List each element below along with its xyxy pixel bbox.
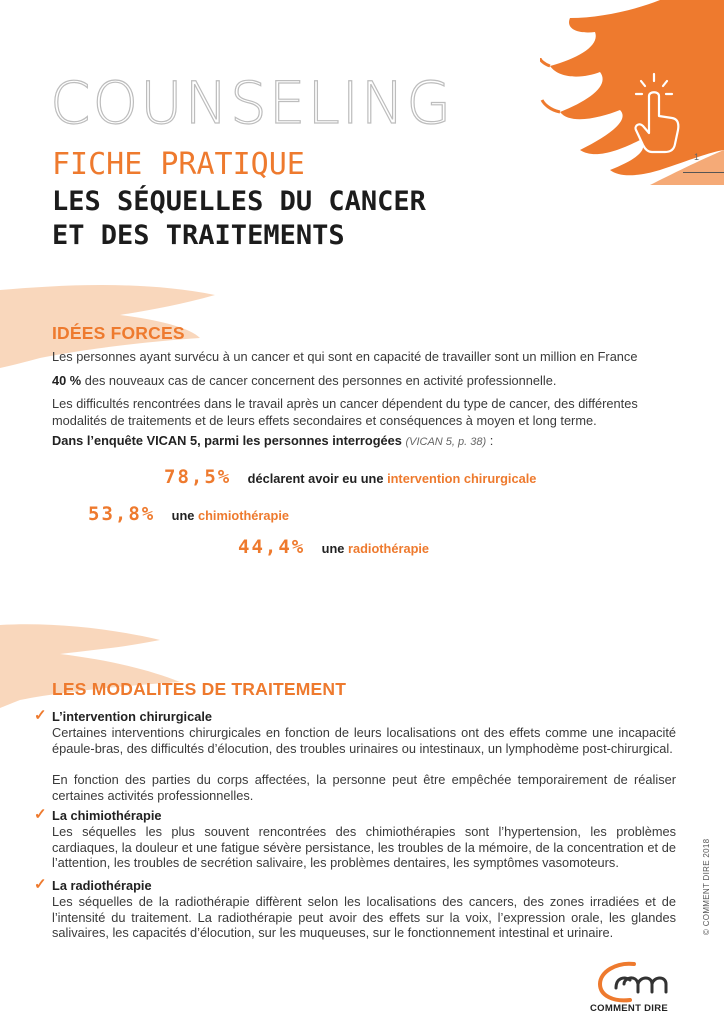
stat-accent: intervention chirurgicale — [387, 471, 537, 486]
stat-row — [164, 466, 536, 488]
stat-accent: radiothérapie — [347, 541, 430, 556]
treatment-title-surgery: L’intervention chirurgicale — [52, 709, 212, 724]
page-title: COUNSELING — [50, 69, 454, 137]
check-icon: ✓ — [34, 806, 47, 823]
stat-lead: déclarent avoir eu une — [247, 471, 384, 486]
section-heading-key-ideas: IDÉES FORCES — [52, 323, 185, 343]
section-heading-treatments: LES MODALITES DE TRAITEMENT — [52, 679, 347, 699]
stat-row — [238, 536, 429, 558]
stat-row — [88, 503, 289, 525]
stat-label — [322, 541, 429, 556]
stat-lead: une — [321, 541, 345, 556]
survey-intro-bold: Dans l’enquête VICAN 5, parmi les personnes interrogées — [52, 433, 402, 448]
stat-accent: chimiothérapie — [197, 508, 290, 523]
stat-value: 44,4% — [238, 536, 306, 558]
survey-intro — [52, 433, 674, 451]
treatment-title-radio: La radiothérapie — [52, 878, 152, 893]
check-icon: ✓ — [34, 876, 47, 893]
document-kicker: FICHE PRATIQUE — [52, 147, 305, 182]
stat-value: 53,8% — [88, 503, 156, 525]
treatment-body-radio: Les séquelles de la radiothérapie diffèrent selon les localisations des cancers, des zones irradiées et de l’intensité du traitement. La radiothérapie peut avoir des effets sur la voix, l’expression orale, les glandes salivaires, les capacités d’élocution, sur les muqueuses, sur le fonctionnement intestinal et urinaire. — [52, 894, 676, 940]
subtitle-line-1: LES SÉQUELLES DU CANCER — [52, 186, 426, 217]
stat-value: 78,5% — [164, 466, 232, 488]
pointing-hand-icon — [632, 72, 682, 156]
key-idea-paragraph-3: Les difficultés rencontrées dans le travail après un cancer dépendent du type de cancer, des différentes modalités de traitements et de leurs effets secondaires et conséquences à moyen et long terme. — [52, 396, 638, 428]
stat-lead: une — [171, 508, 195, 523]
treatment-title-chemo: La chimiothérapie — [52, 808, 162, 823]
key-idea-paragraph-1: Les personnes ayant survécu à un cancer et qui sont en capacité de travailler sont un million en France — [52, 349, 638, 364]
logo-wordmark: COMMENT DIRE — [590, 1003, 669, 1014]
key-idea-text: des nouveaux cas de cancer concernent des personnes en activité professionnelle. — [81, 373, 557, 388]
survey-reference: (VICAN 5, p. 38) — [405, 436, 487, 448]
key-idea-paragraph-2 — [52, 373, 674, 390]
survey-colon: : — [486, 433, 494, 448]
page-number-rule — [683, 172, 724, 173]
treatment-body-surgery: Certaines interventions chirurgicales en fonction de leurs localisations ont des effets comme une incapacité épaule-bras, des difficultés d’élocution, des troubles urinaires ou intestinaux, un lymphodème post-chirurgical. — [52, 725, 676, 756]
stat-label — [248, 471, 537, 486]
check-icon: ✓ — [34, 707, 47, 724]
subtitle-line-2: ET DES TRAITEMENTS — [52, 220, 345, 251]
treatment-body-chemo: Les séquelles les plus souvent rencontrées des chimiothérapies sont l’hypertension, les problèmes cardiaques, la douleur et une fatigue sévère persistance, les troubles de la mémoire, de la concentration et de l’attention, les troubles de secrétion salivaire, les problèmes dentaires, les symptômes vasomoteurs. — [52, 824, 676, 870]
copyright-notice: © COMMENT DIRE 2018 — [702, 838, 711, 935]
stat-label — [172, 508, 289, 523]
document-subtitle — [52, 185, 426, 253]
treatment-body-surgery-2: En fonction des parties du corps affectées, la personne peut être empêchée temporairement de réaliser certaines activités professionnelles. — [52, 772, 676, 803]
page-number: 1 — [694, 152, 700, 162]
comment-dire-logo-icon — [594, 958, 674, 1004]
key-idea-highlight: 40 % — [52, 373, 82, 388]
